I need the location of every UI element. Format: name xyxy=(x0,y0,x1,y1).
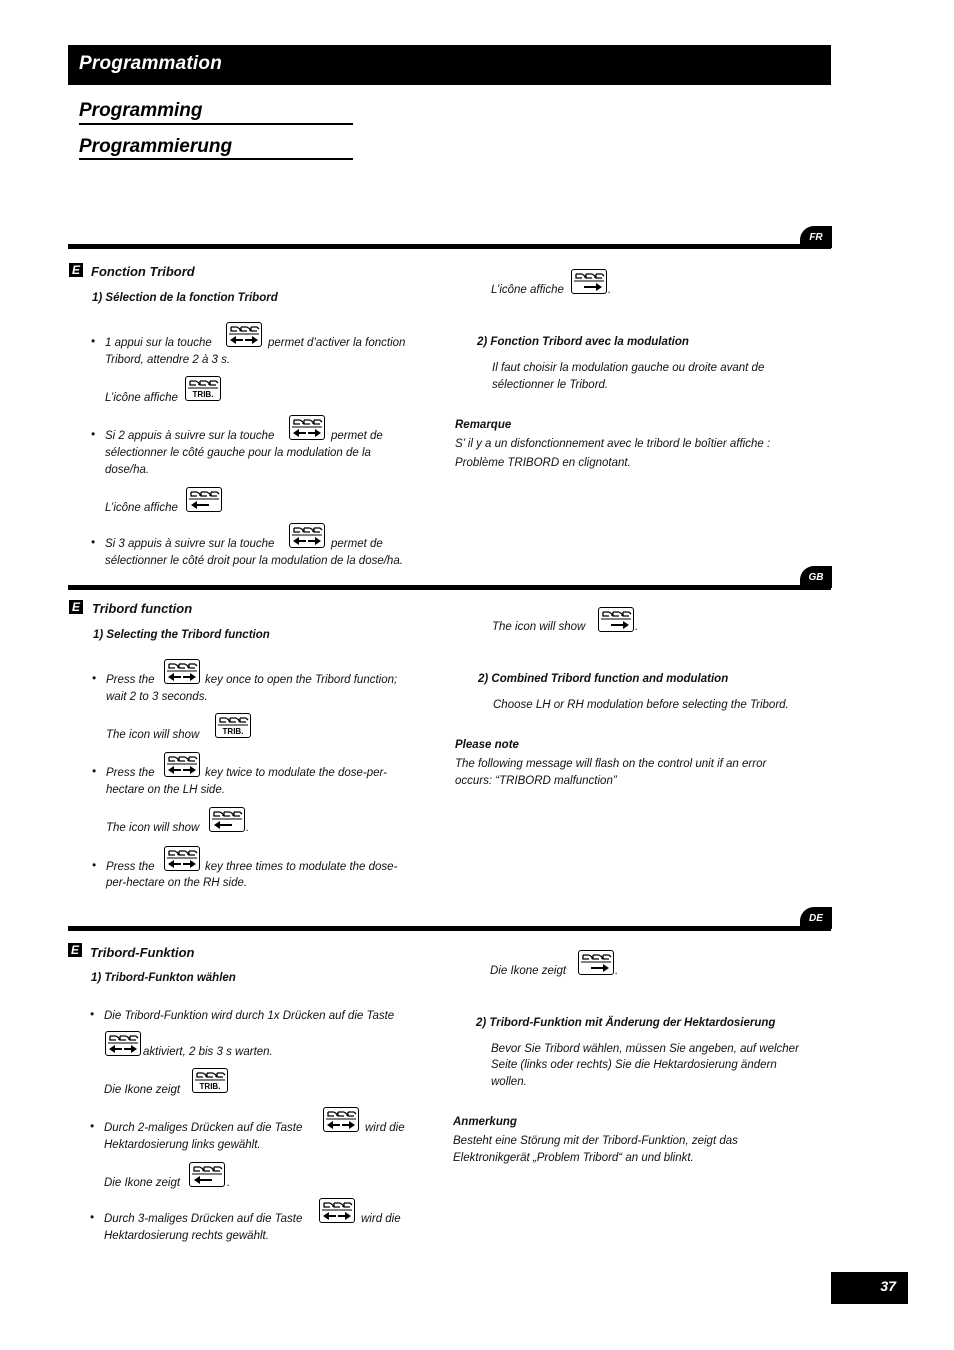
note-title-fr: Remarque xyxy=(455,419,512,431)
section-rule-fr xyxy=(68,244,831,249)
fr-b2-line3: dose/ha. xyxy=(105,464,150,476)
gb-b3-pre: Press the xyxy=(106,861,155,873)
step1-title-fr: 1) Sélection de la fonction Tribord xyxy=(92,292,278,304)
gb-b1-post: key once to open the Tribord function; xyxy=(205,674,398,686)
section-rule-de xyxy=(68,926,831,931)
gb-b1-pre: Press the xyxy=(106,674,155,686)
step2-title-gb: 2) Combined Tribord function and modulation xyxy=(478,673,729,685)
tribord-key-icon xyxy=(289,523,325,548)
de-b3-post: wird die xyxy=(361,1213,401,1225)
fr-step2-line1: Il faut choisir la modulation gauche ou droite avant de xyxy=(492,362,765,374)
right-arrow-display-icon xyxy=(598,607,634,632)
fr-note-line2: Problème TRIBORD en clignotant. xyxy=(455,457,631,469)
page-header-title: Programmation xyxy=(79,53,223,74)
fr-b2-post: permet de xyxy=(331,430,383,442)
subtitle-programming: Programming xyxy=(79,100,203,121)
tribord-key-icon xyxy=(105,1031,141,1056)
section-title-fr: Fonction Tribord xyxy=(91,264,195,279)
tribord-key-icon xyxy=(164,752,200,777)
fr-b1-post: permet d’activer la fonction xyxy=(268,337,406,349)
trib-display-icon xyxy=(192,1068,228,1093)
subtitle-programmierung: Programmierung xyxy=(79,136,233,157)
period: . xyxy=(246,822,250,834)
bullet: • xyxy=(90,1009,95,1021)
language-badge-fr: FR xyxy=(800,226,832,248)
period: . xyxy=(227,1177,231,1189)
bullet: • xyxy=(92,860,97,872)
tribord-key-icon xyxy=(319,1198,355,1223)
fr-b1-line2: Tribord, attendre 2 à 3 s. xyxy=(105,354,231,366)
svg-text:TRIB.: TRIB. xyxy=(192,390,214,399)
period: . xyxy=(608,284,612,296)
svg-text:TRIB.: TRIB. xyxy=(222,727,244,736)
section-rule-gb xyxy=(68,585,831,590)
gb-b2-line2: hectare on the LH side. xyxy=(106,784,225,796)
de-b2-pre: Durch 2-maliges Drücken auf die Taste xyxy=(104,1122,303,1134)
de-note-line1: Besteht eine Störung mit der Tribord-Funktion, zeigt das xyxy=(453,1135,738,1147)
de-b2-line2: Hektardosierung links gewählt. xyxy=(104,1139,261,1151)
fr-note-line1: S’ il y a un disfonctionnement avec le tribord le boîtier affiche : xyxy=(455,438,771,450)
tribord-key-icon xyxy=(323,1107,359,1132)
de-step2-line1: Bevor Sie Tribord wählen, müssen Sie angeben, auf welcher xyxy=(491,1043,799,1055)
gb-b3-post: key three times to modulate the dose- xyxy=(205,861,398,873)
gb-b3-line2: per-hectare on the RH side. xyxy=(106,877,248,889)
trib-display-icon xyxy=(185,376,221,401)
left-arrow-display-icon xyxy=(189,1162,225,1187)
period: . xyxy=(635,621,639,633)
section-marker: E xyxy=(69,263,83,277)
fr-b2-line2: sélectionner le côté gauche pour la modulation de la xyxy=(105,447,371,459)
fr-right-icon-label: L’icône affiche xyxy=(491,284,564,296)
bullet: • xyxy=(91,336,96,348)
tribord-key-icon xyxy=(164,659,200,684)
de-b1-line1: Die Tribord-Funktion wird durch 1x Drücken auf die Taste xyxy=(104,1010,395,1022)
gb-icon-label: The icon will show xyxy=(106,822,200,834)
subtitle-rule xyxy=(79,123,353,125)
period: . xyxy=(615,965,619,977)
de-b3-pre: Durch 3-maliges Drücken auf die Taste xyxy=(104,1213,303,1225)
section-marker: E xyxy=(69,600,83,614)
note-title-gb: Please note xyxy=(455,739,519,751)
svg-text:TRIB.: TRIB. xyxy=(199,1082,221,1091)
note-title-de: Anmerkung xyxy=(453,1116,517,1128)
language-badge-gb: GB xyxy=(800,566,832,588)
tribord-key-icon xyxy=(226,322,262,347)
de-note-line2: Elektronikgerät „Problem Tribord“ an und blinkt. xyxy=(453,1152,694,1164)
gb-b1-line2: wait 2 to 3 seconds. xyxy=(106,691,208,703)
left-arrow-display-icon xyxy=(186,487,222,512)
fr-b2-pre: Si 2 appuis à suivre sur la touche xyxy=(105,430,275,442)
gb-note-line1: The following message will flash on the control unit if an error xyxy=(455,758,767,770)
gb-icon-label: The icon will show xyxy=(106,729,200,741)
bullet: • xyxy=(90,1121,95,1133)
de-icon-label: Die Ikone zeigt xyxy=(104,1084,181,1096)
gb-b2-pre: Press the xyxy=(106,767,155,779)
step2-title-de: 2) Tribord-Funktion mit Änderung der Hektardosierung xyxy=(476,1017,776,1029)
de-icon-label: Die Ikone zeigt xyxy=(104,1177,181,1189)
de-b1-post: aktiviert, 2 bis 3 s warten. xyxy=(143,1046,273,1058)
de-step2-line3: wollen. xyxy=(491,1076,527,1088)
page-number: 37 xyxy=(831,1272,908,1304)
tribord-key-icon xyxy=(289,415,325,440)
bullet: • xyxy=(92,673,97,685)
trib-display-icon xyxy=(215,713,251,738)
fr-step2-line2: sélectionner le Tribord. xyxy=(492,379,609,391)
bullet: • xyxy=(91,429,96,441)
right-arrow-display-icon xyxy=(571,269,607,294)
step2-title-fr: 2) Fonction Tribord avec la modulation xyxy=(477,336,689,348)
fr-icon-label: L’icône affiche xyxy=(105,502,178,514)
gb-note-line2: occurs: “TRIBORD malfunction” xyxy=(455,775,617,787)
gb-b2-post: key twice to modulate the dose-per- xyxy=(205,767,387,779)
language-badge-de: DE xyxy=(800,907,832,929)
bullet: • xyxy=(92,766,97,778)
tribord-key-icon xyxy=(164,846,200,871)
fr-b3-pre: Si 3 appuis à suivre sur la touche xyxy=(105,538,275,550)
left-arrow-display-icon xyxy=(209,807,245,832)
fr-b1-pre: 1 appui sur la touche xyxy=(105,337,212,349)
de-b3-line2: Hektardosierung rechts gewählt. xyxy=(104,1230,269,1242)
step1-title-gb: 1) Selecting the Tribord function xyxy=(93,629,270,641)
subtitle-rule xyxy=(79,158,353,160)
fr-icon-label: L’icône affiche xyxy=(105,392,178,404)
section-title-de: Tribord-Funktion xyxy=(90,945,195,960)
section-marker: E xyxy=(68,943,82,957)
de-b2-post: wird die xyxy=(365,1122,405,1134)
de-step2-line2: Seite (links oder rechts) Sie die Hektardosierung ändern xyxy=(491,1059,777,1071)
de-right-icon-label: Die Ikone zeigt xyxy=(490,965,567,977)
section-title-gb: Tribord function xyxy=(92,601,193,616)
gb-step2-line1: Choose LH or RH modulation before selecting the Tribord. xyxy=(493,699,789,711)
fr-b3-post: permet de xyxy=(331,538,383,550)
fr-b3-line2: sélectionner le côté droit pour la modulation de la dose/ha. xyxy=(105,555,403,567)
gb-right-icon-label: The icon will show xyxy=(492,621,586,633)
step1-title-de: 1) Tribord-Funkton wählen xyxy=(91,972,236,984)
bullet: • xyxy=(90,1212,95,1224)
bullet: • xyxy=(91,537,96,549)
right-arrow-display-icon xyxy=(578,950,614,975)
